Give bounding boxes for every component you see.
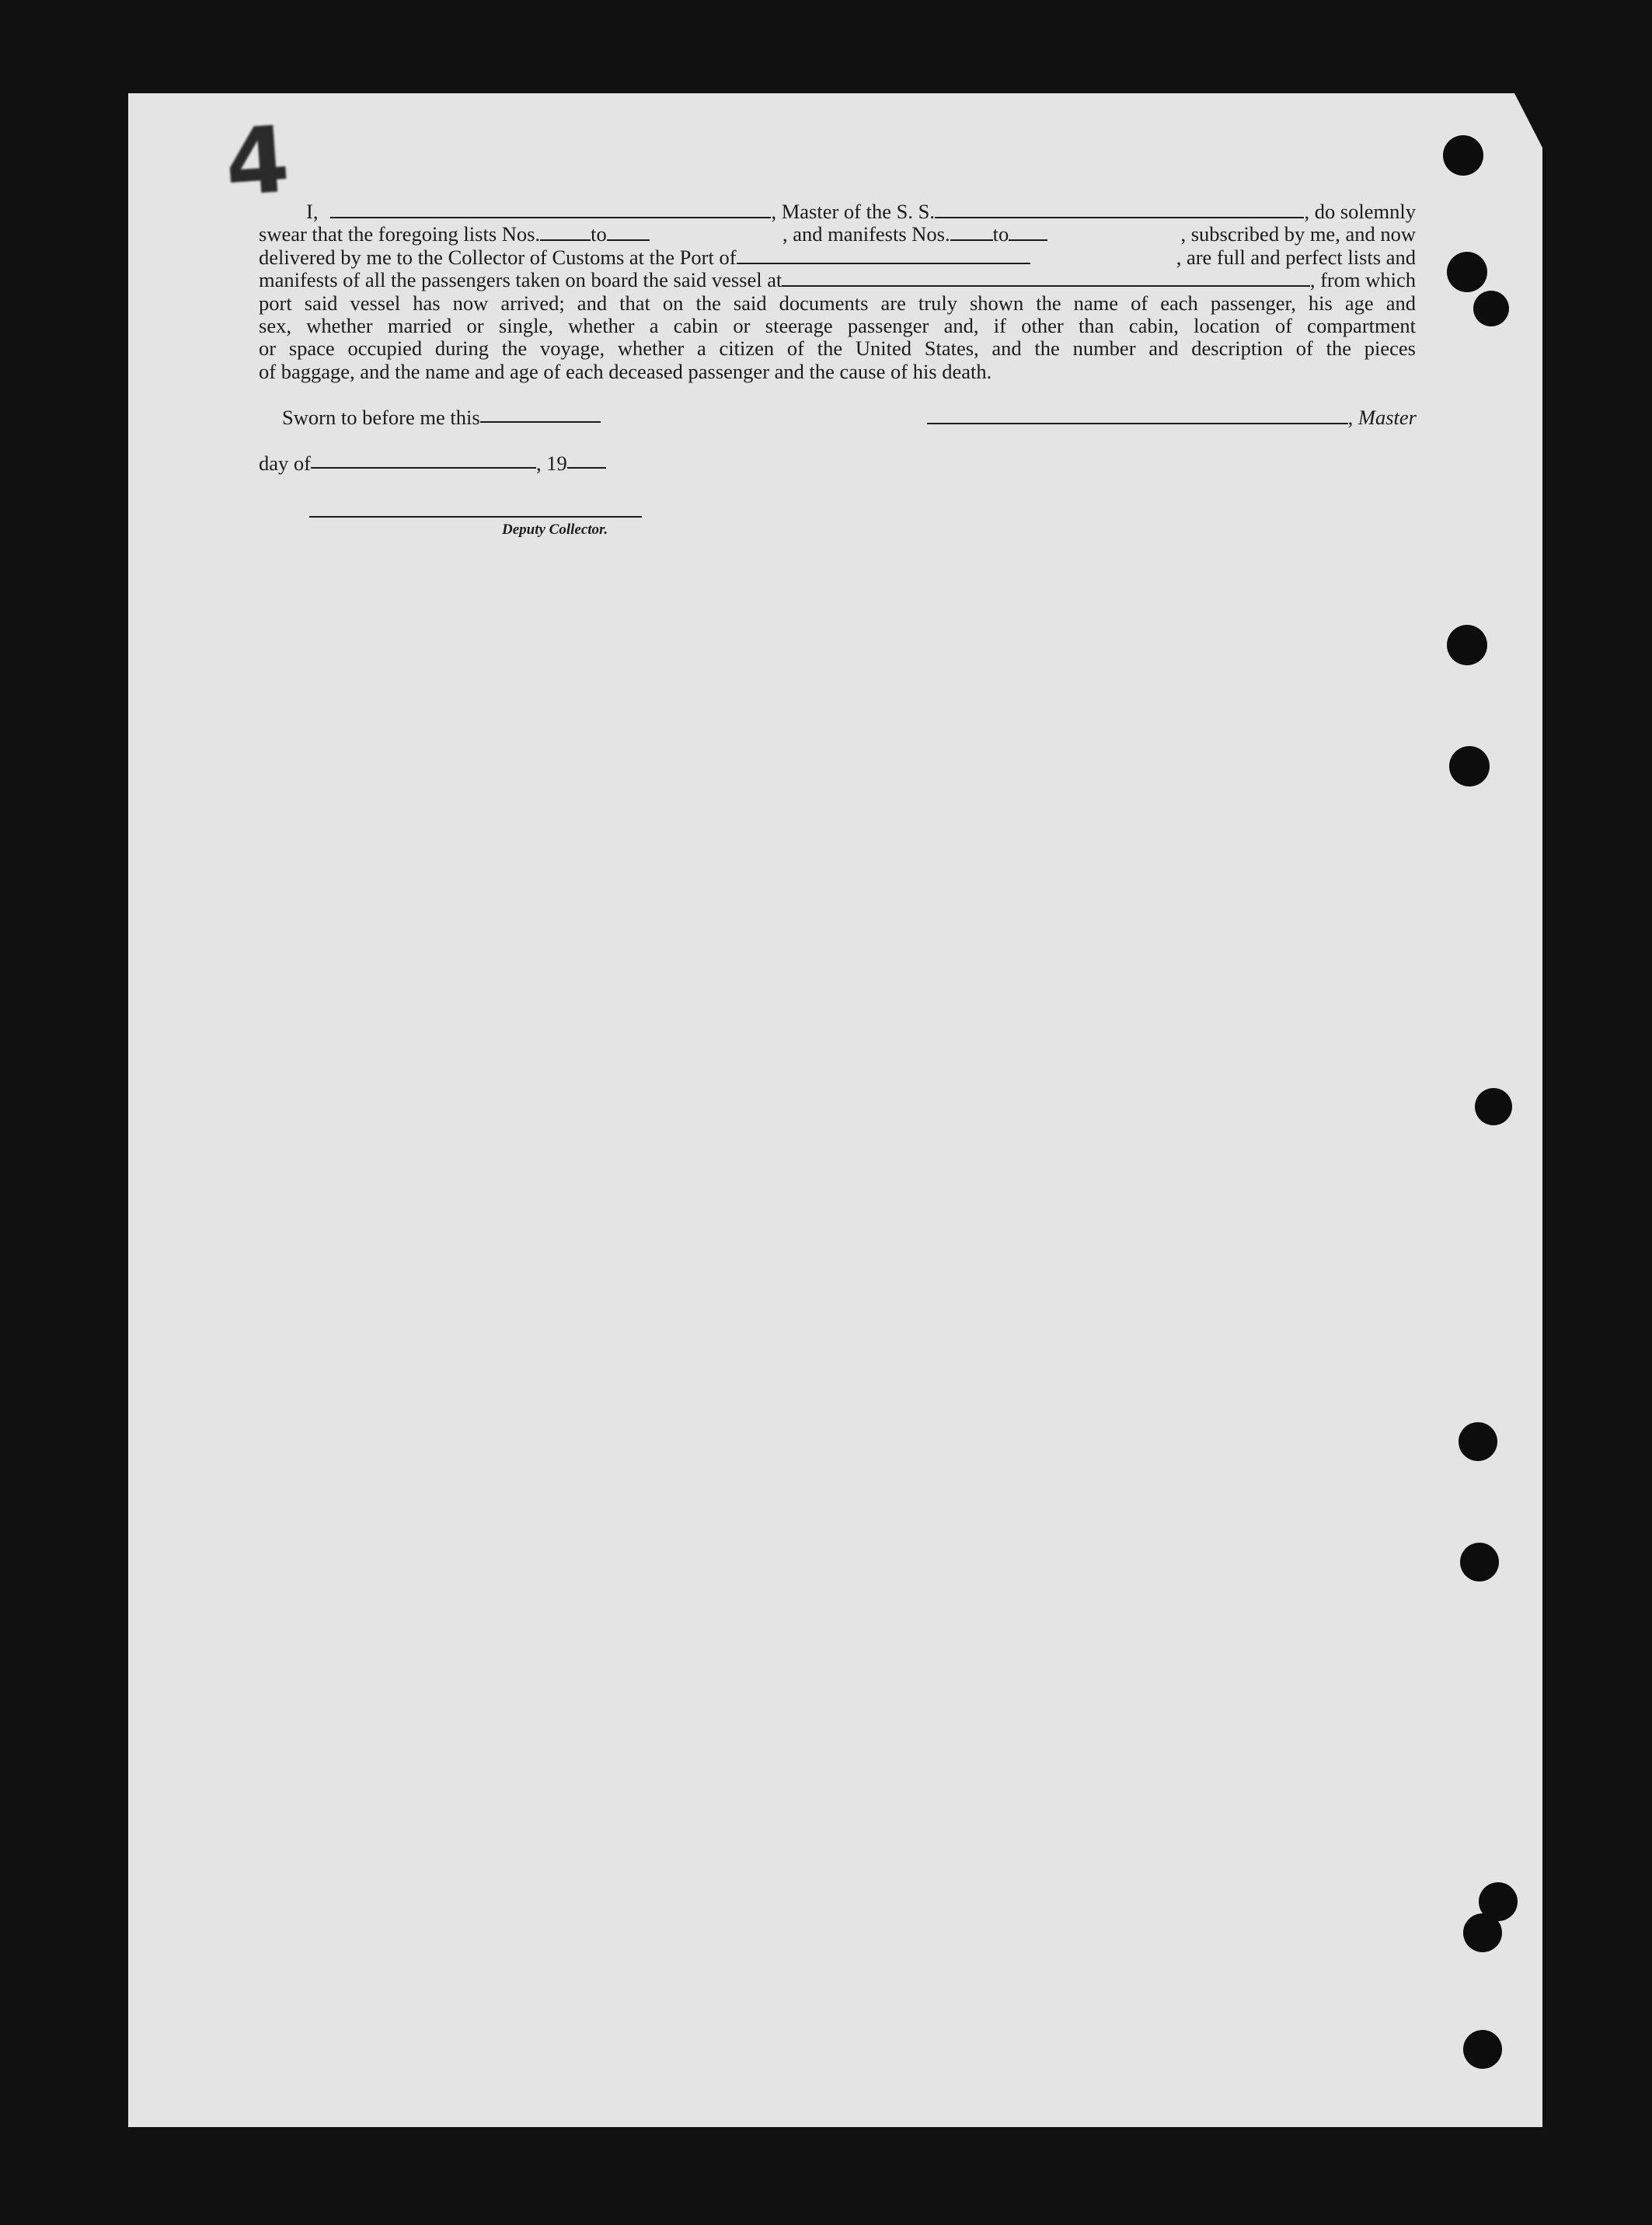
oath-line-4 bbox=[259, 269, 1416, 291]
punch-hole bbox=[1449, 746, 1490, 786]
punch-hole bbox=[1459, 1422, 1497, 1461]
oath-text: manifests of all the passengers taken on board the said vessel at bbox=[259, 268, 782, 292]
document-page bbox=[128, 93, 1542, 2127]
sheet-number-stamp: 4 bbox=[221, 105, 293, 217]
master-oath-text bbox=[259, 201, 1416, 383]
oath-text: , do solemnly bbox=[1304, 200, 1416, 223]
oath-text: to bbox=[992, 222, 1009, 246]
sworn-date-blank bbox=[480, 421, 601, 423]
manifest-from-blank bbox=[950, 239, 993, 241]
oath-body-line: of baggage, and the name and age of each deceased passenger and the cause of his death. bbox=[259, 359, 992, 383]
punch-hole bbox=[1443, 135, 1483, 176]
oath-text: , Master of the S. S. bbox=[771, 200, 935, 223]
oath-body bbox=[259, 292, 1416, 361]
list-from-blank bbox=[540, 239, 591, 241]
oath-text: swear that the foregoing lists Nos. bbox=[259, 222, 541, 246]
year-blank bbox=[567, 467, 606, 469]
punch-hole bbox=[1475, 1088, 1512, 1125]
oath-text: to bbox=[591, 222, 607, 246]
punch-hole bbox=[1463, 1913, 1502, 1952]
day-of-label: day of bbox=[259, 452, 311, 475]
deputy-collector-label: Deputy Collector. bbox=[502, 521, 608, 538]
master-signature-line bbox=[927, 406, 1417, 430]
punch-hole bbox=[1460, 1543, 1499, 1582]
year-label: , 19 bbox=[535, 452, 567, 475]
master-signature-blank bbox=[927, 423, 1348, 424]
oath-text: , subscribed by me, and now bbox=[1180, 222, 1416, 246]
master-name-blank bbox=[330, 217, 771, 218]
oath-line-2 bbox=[259, 223, 1416, 246]
oath-line-1 bbox=[259, 201, 1416, 223]
oath-body-line: sex, whether married or single, whether a cabin or steerage passenger and, if other than cabin, location of compartment bbox=[259, 314, 1416, 338]
deputy-signature-blank bbox=[309, 516, 642, 518]
departure-port-blank bbox=[782, 285, 1310, 287]
sworn-label: Sworn to before me this bbox=[282, 406, 480, 429]
oath-body-line: or space occupied during the voyage, whether a citizen of the United States, and the number and description of the pieces bbox=[259, 337, 1416, 361]
sworn-line bbox=[282, 406, 601, 430]
ship-name-blank bbox=[935, 217, 1304, 218]
oath-text: delivered by me to the Collector of Customs at the Port of bbox=[259, 245, 737, 269]
day-of-line bbox=[259, 452, 606, 476]
punch-hole bbox=[1447, 252, 1487, 292]
oath-text: I, bbox=[306, 200, 319, 223]
port-blank bbox=[737, 263, 1030, 264]
list-to-blank bbox=[607, 239, 650, 241]
oath-line-3 bbox=[259, 246, 1416, 269]
punch-hole bbox=[1473, 291, 1509, 326]
punch-hole bbox=[1447, 625, 1487, 665]
master-label: , Master bbox=[1347, 406, 1417, 429]
oath-text: , and manifests Nos. bbox=[782, 222, 950, 246]
oath-text: , are full and perfect lists and bbox=[1176, 245, 1416, 269]
punch-hole bbox=[1463, 2030, 1502, 2069]
oath-body-line: port said vessel has now arrived; and that on the said documents are truly shown the name of each passenger, his age and bbox=[259, 291, 1416, 315]
oath-text: , from which bbox=[1309, 268, 1416, 292]
manifest-to-blank bbox=[1009, 239, 1047, 241]
month-blank bbox=[311, 467, 536, 469]
